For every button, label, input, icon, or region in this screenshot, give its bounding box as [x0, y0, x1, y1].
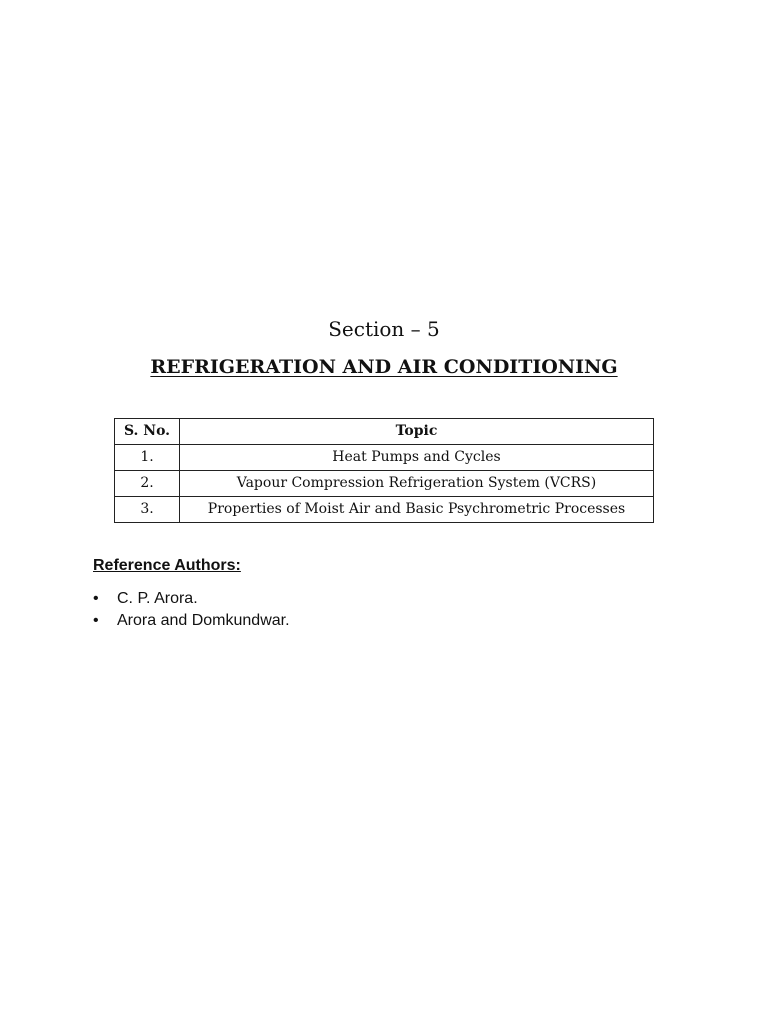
table-row	[115, 471, 654, 497]
author-name: Arora and Domkundwar.	[117, 612, 290, 629]
row-topic: Heat Pumps and Cycles	[180, 445, 654, 471]
row-topic: Properties of Moist Air and Basic Psychrometric Processes	[180, 497, 654, 523]
list-item	[93, 588, 290, 610]
row-sno: 2.	[115, 471, 180, 497]
list-item	[93, 610, 290, 632]
author-name: C. P. Arora.	[117, 590, 198, 607]
bullet-icon: •	[93, 612, 99, 629]
header-topic: Topic	[180, 419, 654, 445]
row-topic: Vapour Compression Refrigeration System (VCRS)	[180, 471, 654, 497]
topics-table	[114, 418, 654, 523]
table-row	[115, 445, 654, 471]
reference-authors-list	[93, 588, 290, 632]
table-row	[115, 497, 654, 523]
row-sno: 3.	[115, 497, 180, 523]
reference-authors-heading: Reference Authors:	[93, 557, 241, 574]
row-sno: 1.	[115, 445, 180, 471]
bullet-icon: •	[93, 590, 99, 607]
section-title: REFRIGERATION AND AIR CONDITIONING	[150, 356, 618, 378]
table-header-row	[115, 419, 654, 445]
header-sno: S. No.	[115, 419, 180, 445]
section-number: Section – 5	[328, 317, 440, 341]
